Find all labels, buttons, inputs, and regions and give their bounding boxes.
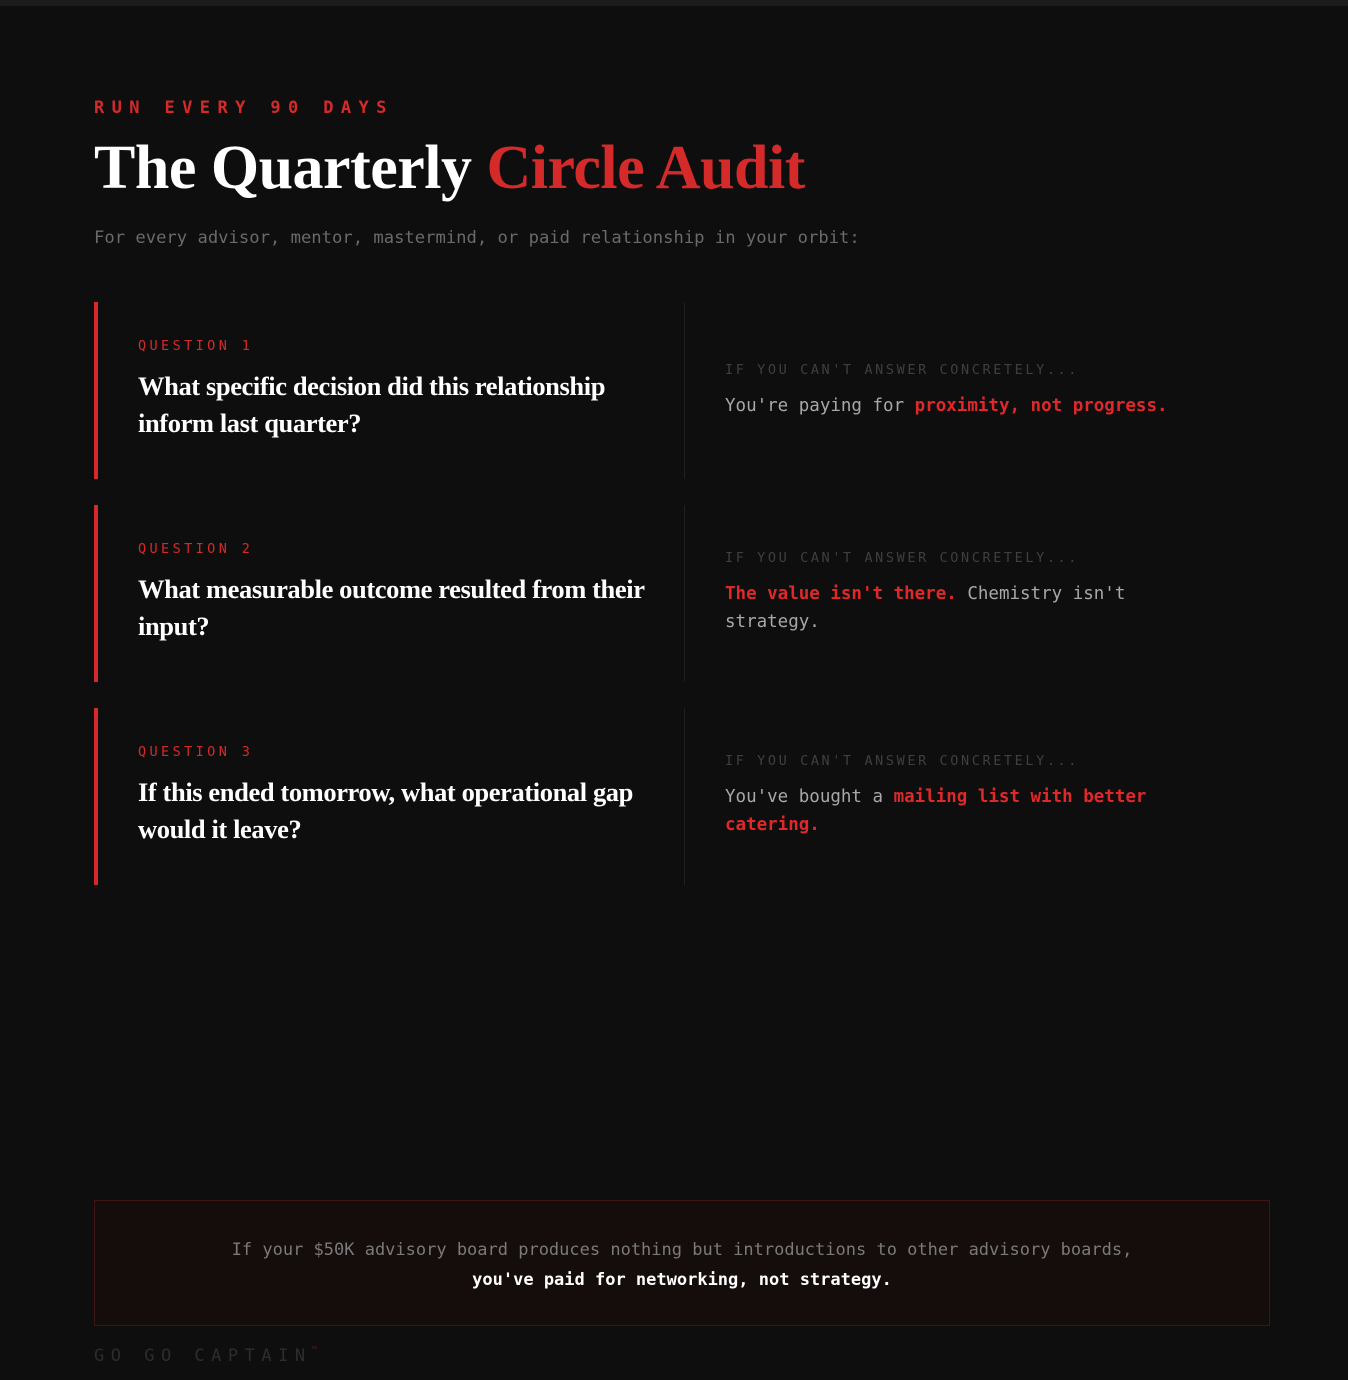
question-text-3: If this ended tomorrow, what operational gap would it leave? bbox=[138, 777, 633, 844]
if-label-1: IF YOU CAN'T ANSWER CONCRETELY... bbox=[725, 362, 1080, 378]
footer-brand bbox=[94, 1346, 317, 1366]
question-divider-1 bbox=[684, 302, 685, 479]
consequence-2-part-2: Chemistry isn't strategy. bbox=[725, 584, 1126, 632]
page bbox=[0, 6, 1348, 1380]
title-accent: Circle Audit bbox=[486, 134, 805, 202]
callout-box bbox=[94, 1200, 1270, 1326]
consequence-block-2 bbox=[725, 550, 1225, 636]
question-card-2 bbox=[94, 505, 684, 682]
question-card-3 bbox=[94, 708, 684, 885]
if-label-2: IF YOU CAN'T ANSWER CONCRETELY... bbox=[725, 550, 1080, 566]
consequence-1-highlight: proximity, not progress. bbox=[914, 396, 1168, 416]
consequence-text-1 bbox=[725, 392, 1225, 420]
question-label-3: QUESTION 3 bbox=[138, 744, 254, 760]
question-row-1 bbox=[94, 302, 1270, 479]
consequence-3-part-1: You've bought a bbox=[725, 787, 894, 807]
question-text-2: What measurable outcome resulted from their input? bbox=[138, 574, 645, 641]
callout-line-1: If your $50K advisory board produces nothing but introductions to other advisory boards, bbox=[231, 1240, 1133, 1260]
callout-line-2: you've paid for networking, not strategy. bbox=[472, 1270, 892, 1290]
question-label-1: QUESTION 1 bbox=[138, 338, 254, 354]
question-row-3 bbox=[94, 708, 1270, 885]
consequence-1-part-1: You're paying for bbox=[725, 396, 915, 416]
question-row-2 bbox=[94, 505, 1270, 682]
consequence-3-highlight: mailing list with better catering. bbox=[725, 787, 1147, 835]
question-divider-2 bbox=[684, 505, 685, 682]
trademark-mark: ™ bbox=[311, 1346, 317, 1356]
consequence-text-2 bbox=[725, 580, 1225, 636]
page-title bbox=[94, 134, 805, 202]
question-card-1 bbox=[94, 302, 684, 479]
consequence-block-1 bbox=[725, 362, 1225, 420]
brand-name: GO GO CAPTAIN bbox=[94, 1346, 312, 1366]
title-main: The Quarterly bbox=[94, 134, 487, 202]
consequence-text-3 bbox=[725, 783, 1225, 839]
consequence-block-3 bbox=[725, 753, 1225, 839]
eyebrow: RUN EVERY 90 DAYS bbox=[94, 98, 394, 118]
subtitle: For every advisor, mentor, mastermind, or paid relationship in your orbit: bbox=[94, 228, 860, 248]
question-divider-3 bbox=[684, 708, 685, 885]
question-label-2: QUESTION 2 bbox=[138, 541, 254, 557]
consequence-2-highlight: The value isn't there. bbox=[725, 584, 957, 604]
if-label-3: IF YOU CAN'T ANSWER CONCRETELY... bbox=[725, 753, 1080, 769]
question-text-1: What specific decision did this relationship inform last quarter? bbox=[138, 371, 606, 438]
